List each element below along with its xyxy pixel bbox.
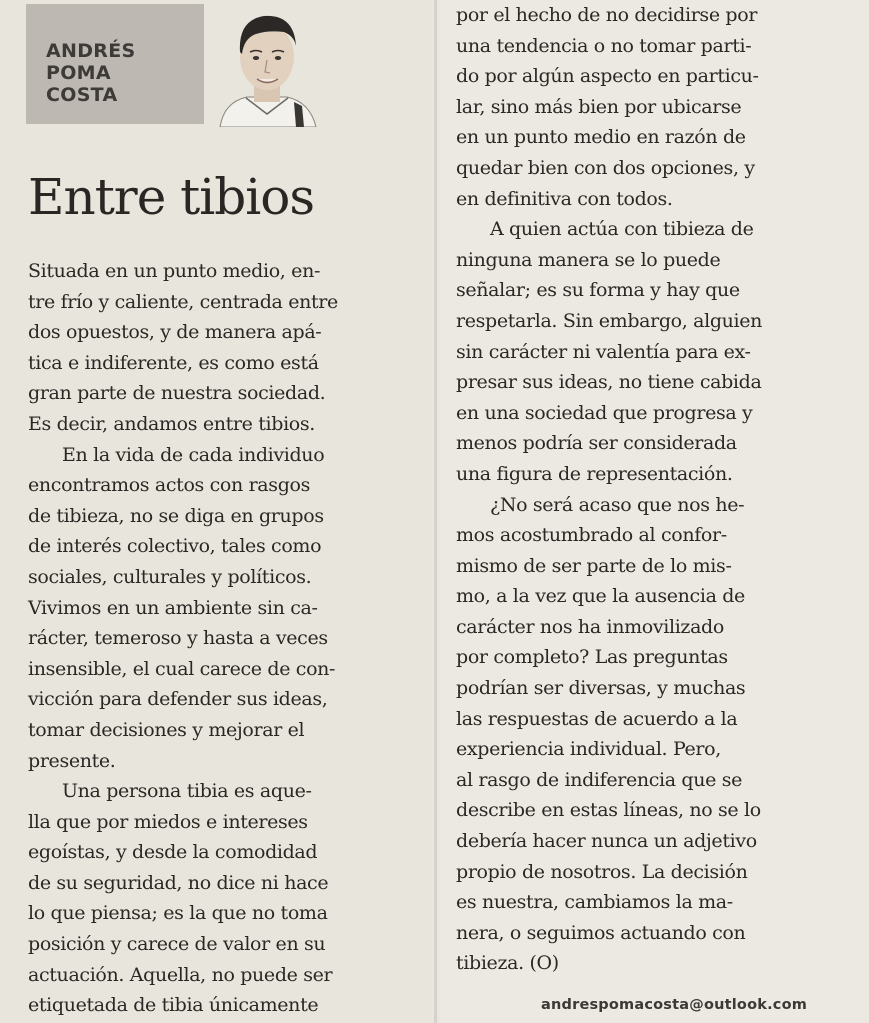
column-divider: [434, 0, 437, 1023]
text-line: una figura de representación.: [456, 462, 733, 485]
author-email: andrespomacosta@outlook.com: [541, 997, 808, 1013]
article-text-left-column: [28, 256, 424, 1021]
text-line: presente.: [28, 749, 116, 772]
text-line: sociales, culturales y políticos.: [28, 565, 312, 588]
text-line: insensible, el cual carece de con-: [28, 657, 336, 680]
text-line: lla que por miedos e intereses: [28, 810, 308, 833]
text-line: etiquetada de tibia únicamente: [28, 994, 319, 1017]
text-line: experiencia individual. Pero,: [456, 738, 721, 761]
text-line: por el hecho de no decidirse por: [456, 4, 758, 26]
text-line: tibieza. (O): [456, 952, 559, 975]
text-line: dos opuestos, y de manera apá-: [28, 321, 322, 344]
text-line: lar, sino más bien por ubicarse: [456, 95, 742, 118]
text-line: tre frío y caliente, centrada entre: [28, 290, 338, 313]
text-line: Es decir, andamos entre tibios.: [28, 412, 315, 435]
text-line: es nuestra, cambiamos la ma-: [456, 891, 733, 914]
author-portrait: [212, 2, 322, 127]
text-line: al rasgo de indiferencia que se: [456, 768, 742, 791]
text-line: vicción para defender sus ideas,: [28, 688, 328, 711]
text-line: posición y carece de valor en su: [28, 933, 326, 956]
text-line: debería hacer nunca un adjetivo: [456, 830, 757, 853]
text-line: en una sociedad que progresa y: [456, 401, 753, 424]
text-line: mismo de ser parte de lo mis-: [456, 554, 732, 577]
author-name: ANDRÉS POMA COSTA: [46, 40, 136, 106]
text-line: rácter, temeroso y hasta a veces: [28, 627, 328, 650]
text-line: carácter nos ha inmovilizado: [456, 615, 724, 638]
text-line: encontramos actos con rasgos: [28, 474, 310, 497]
text-line: Una persona tibia es aque-: [62, 780, 312, 803]
text-line: do por algún aspecto en particu-: [456, 65, 759, 88]
text-line: gran parte de nuestra sociedad.: [28, 382, 326, 405]
text-line: las respuestas de acuerdo a la: [456, 707, 738, 730]
text-line: en un punto medio en razón de: [456, 126, 746, 149]
text-line: presar sus ideas, no tiene cabida: [456, 371, 762, 394]
text-line: tica e indiferente, es como está: [28, 351, 319, 374]
text-line: quedar bien con dos opciones, y: [456, 156, 755, 179]
text-line: podrían ser diversas, y muchas: [456, 677, 746, 700]
text-line: señalar; es su forma y hay que: [456, 279, 740, 302]
text-line: por completo? Las preguntas: [456, 646, 728, 669]
text-line: una tendencia o no tomar parti-: [456, 34, 752, 57]
text-line: ninguna manera se lo puede: [456, 248, 721, 271]
article-text-right-column: [456, 0, 861, 979]
text-line: ¿No será acaso que nos he-: [490, 493, 745, 516]
text-line: egoístas, y desde la comodidad: [28, 841, 318, 864]
text-line: Vivimos en un ambiente sin ca-: [28, 596, 318, 619]
text-line: A quien actúa con tibieza de: [490, 218, 754, 241]
text-line: nera, o seguimos actuando con: [456, 921, 746, 944]
text-line: en definitiva con todos.: [456, 187, 673, 210]
text-line: sin carácter ni valentía para ex-: [456, 340, 751, 363]
text-line: tomar decisiones y mejorar el: [28, 718, 305, 741]
text-line: propio de nosotros. La decisión: [456, 860, 748, 883]
text-line: mos acostumbrado al confor-: [456, 524, 727, 547]
text-line: describe en estas líneas, no se lo: [456, 799, 761, 822]
text-line: de su seguridad, no dice ni hace: [28, 871, 329, 894]
text-line: de tibieza, no se diga en grupos: [28, 504, 324, 527]
text-line: En la vida de cada individuo: [62, 443, 325, 466]
text-line: Situada en un punto medio, en-: [28, 260, 321, 282]
text-line: respetarla. Sin embargo, alguien: [456, 309, 763, 332]
text-line: lo que piensa; es la que no toma: [28, 902, 328, 925]
text-line: de interés colectivo, tales como: [28, 535, 322, 558]
article-headline: Entre tibios: [28, 168, 315, 226]
text-line: mo, a la vez que la ausencia de: [456, 585, 745, 608]
text-line: menos podría ser considerada: [456, 432, 737, 455]
text-line: actuación. Aquella, no puede ser: [28, 963, 333, 986]
